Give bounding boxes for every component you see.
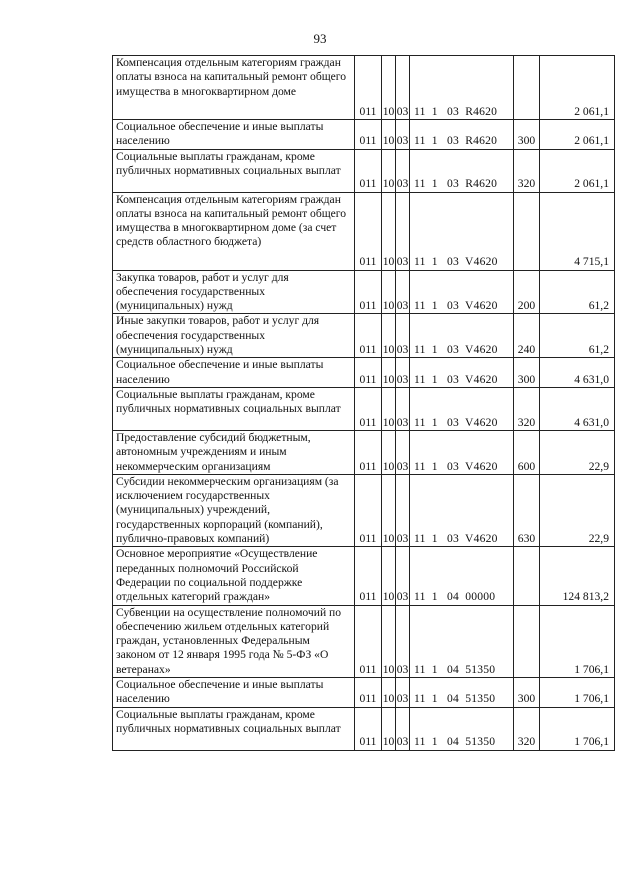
row-name-cell: Субсидии некоммерческим организациям (за исключением государственных (муниципальных) учреждений, государственных корпораций (компаний), публично-правовых компаний) — [113, 474, 355, 546]
subsection-code-cell: 03 — [396, 605, 410, 677]
row-name-cell: Предоставление субсидий бюджетным, автономным учреждениям и иным некоммерческим организациям — [113, 430, 355, 474]
expense-type-code-cell: 300 — [514, 678, 540, 708]
amount-cell: 4 631,0 — [540, 387, 615, 430]
table-row — [113, 120, 615, 150]
expense-type-code-cell — [514, 605, 540, 677]
budget-table — [112, 55, 615, 751]
amount-cell: 22,9 — [540, 430, 615, 474]
subsection-code-cell: 03 — [396, 474, 410, 546]
chief-admin-code-cell: 011 — [355, 707, 382, 750]
expense-type-code-cell: 320 — [514, 149, 540, 192]
amount-cell: 1 706,1 — [540, 678, 615, 708]
chief-admin-code-cell: 011 — [355, 149, 382, 192]
chief-admin-code-cell: 011 — [355, 547, 382, 605]
table-row — [113, 358, 615, 388]
expense-type-code-cell — [514, 547, 540, 605]
amount-cell: 1 706,1 — [540, 605, 615, 677]
chief-admin-code-cell: 011 — [355, 358, 382, 388]
section-code-cell: 10 — [382, 120, 396, 150]
amount-cell: 4 631,0 — [540, 358, 615, 388]
target-article-code-cell: 11 1 03 V4620 — [410, 430, 514, 474]
amount-cell: 2 061,1 — [540, 149, 615, 192]
expense-type-code-cell: 240 — [514, 314, 540, 358]
expense-type-code-cell — [514, 192, 540, 270]
chief-admin-code-cell: 011 — [355, 192, 382, 270]
target-article-code-cell: 11 1 03 V4620 — [410, 387, 514, 430]
section-code-cell: 10 — [382, 192, 396, 270]
table-row — [113, 678, 615, 708]
target-article-code-cell: 11 1 03 R4620 — [410, 120, 514, 150]
amount-cell: 1 706,1 — [540, 707, 615, 750]
chief-admin-code-cell: 011 — [355, 56, 382, 120]
row-name-cell: Социальное обеспечение и иные выплаты населению — [113, 358, 355, 388]
row-name-cell: Социальные выплаты гражданам, кроме публичных нормативных социальных выплат — [113, 707, 355, 750]
section-code-cell: 10 — [382, 56, 396, 120]
amount-cell: 124 813,2 — [540, 547, 615, 605]
subsection-code-cell: 03 — [396, 270, 410, 314]
subsection-code-cell: 03 — [396, 430, 410, 474]
table-row — [113, 149, 615, 192]
chief-admin-code-cell: 011 — [355, 387, 382, 430]
expense-type-code-cell: 600 — [514, 430, 540, 474]
page-number: 93 — [313, 31, 327, 46]
target-article-code-cell: 11 1 04 51350 — [410, 605, 514, 677]
table-row — [113, 192, 615, 270]
row-name-cell: Основное мероприятие «Осуществление переданных полномочий Российской Федерации по социальной поддержке отдельных категорий граждан» — [113, 547, 355, 605]
expense-type-code-cell: 200 — [514, 270, 540, 314]
row-name-cell: Субвенции на осуществление полномочий по обеспечению жильем отдельных категорий граждан, установленных Федеральным законом от 12 января 1995 года № 5-ФЗ «О ветеранах» — [113, 605, 355, 677]
table-row — [113, 270, 615, 314]
subsection-code-cell: 03 — [396, 56, 410, 120]
expense-type-code-cell: 320 — [514, 707, 540, 750]
subsection-code-cell: 03 — [396, 387, 410, 430]
row-name-cell: Социальные выплаты гражданам, кроме публичных нормативных социальных выплат — [113, 387, 355, 430]
section-code-cell: 10 — [382, 547, 396, 605]
target-article-code-cell: 11 1 03 R4620 — [410, 149, 514, 192]
subsection-code-cell: 03 — [396, 120, 410, 150]
target-article-code-cell: 11 1 03 R4620 — [410, 56, 514, 120]
target-article-code-cell: 11 1 04 51350 — [410, 707, 514, 750]
subsection-code-cell: 03 — [396, 358, 410, 388]
section-code-cell: 10 — [382, 314, 396, 358]
target-article-code-cell: 11 1 04 00000 — [410, 547, 514, 605]
chief-admin-code-cell: 011 — [355, 474, 382, 546]
section-code-cell: 10 — [382, 358, 396, 388]
section-code-cell: 10 — [382, 430, 396, 474]
chief-admin-code-cell: 011 — [355, 120, 382, 150]
expense-type-code-cell — [514, 56, 540, 120]
expense-type-code-cell: 630 — [514, 474, 540, 546]
table-row — [113, 547, 615, 605]
row-name-cell: Компенсация отдельным категориям граждан оплаты взноса на капитальный ремонт общего имущества в многоквартирном доме — [113, 56, 355, 120]
section-code-cell: 10 — [382, 270, 396, 314]
target-article-code-cell: 11 1 04 51350 — [410, 678, 514, 708]
subsection-code-cell: 03 — [396, 314, 410, 358]
subsection-code-cell: 03 — [396, 678, 410, 708]
expense-type-code-cell: 320 — [514, 387, 540, 430]
table-row — [113, 707, 615, 750]
chief-admin-code-cell: 011 — [355, 605, 382, 677]
subsection-code-cell: 03 — [396, 192, 410, 270]
table-row — [113, 474, 615, 546]
amount-cell: 61,2 — [540, 270, 615, 314]
row-name-cell: Закупка товаров, работ и услуг для обеспечения государственных (муниципальных) нужд — [113, 270, 355, 314]
row-name-cell: Компенсация отдельным категориям граждан оплаты взноса на капитальный ремонт общего имущества в многоквартирном доме (за счет средств областного бюджета) — [113, 192, 355, 270]
section-code-cell: 10 — [382, 678, 396, 708]
table-row — [113, 56, 615, 120]
chief-admin-code-cell: 011 — [355, 678, 382, 708]
section-code-cell: 10 — [382, 707, 396, 750]
expense-type-code-cell: 300 — [514, 358, 540, 388]
amount-cell: 2 061,1 — [540, 120, 615, 150]
amount-cell: 4 715,1 — [540, 192, 615, 270]
amount-cell: 2 061,1 — [540, 56, 615, 120]
section-code-cell: 10 — [382, 605, 396, 677]
chief-admin-code-cell: 011 — [355, 430, 382, 474]
amount-cell: 61,2 — [540, 314, 615, 358]
target-article-code-cell: 11 1 03 V4620 — [410, 474, 514, 546]
row-name-cell: Социальное обеспечение и иные выплаты населению — [113, 120, 355, 150]
chief-admin-code-cell: 011 — [355, 314, 382, 358]
target-article-code-cell: 11 1 03 V4620 — [410, 270, 514, 314]
row-name-cell: Иные закупки товаров, работ и услуг для обеспечения государственных (муниципальных) нужд — [113, 314, 355, 358]
section-code-cell: 10 — [382, 387, 396, 430]
subsection-code-cell: 03 — [396, 707, 410, 750]
row-name-cell: Социальные выплаты гражданам, кроме публичных нормативных социальных выплат — [113, 149, 355, 192]
section-code-cell: 10 — [382, 149, 396, 192]
subsection-code-cell: 03 — [396, 149, 410, 192]
section-code-cell: 10 — [382, 474, 396, 546]
chief-admin-code-cell: 011 — [355, 270, 382, 314]
target-article-code-cell: 11 1 03 V4620 — [410, 314, 514, 358]
budget-table-body — [113, 56, 615, 751]
subsection-code-cell: 03 — [396, 547, 410, 605]
table-row — [113, 387, 615, 430]
target-article-code-cell: 11 1 03 V4620 — [410, 192, 514, 270]
table-row — [113, 605, 615, 677]
table-row — [113, 314, 615, 358]
table-row — [113, 430, 615, 474]
target-article-code-cell: 11 1 03 V4620 — [410, 358, 514, 388]
row-name-cell: Социальное обеспечение и иные выплаты населению — [113, 678, 355, 708]
expense-type-code-cell: 300 — [514, 120, 540, 150]
amount-cell: 22,9 — [540, 474, 615, 546]
